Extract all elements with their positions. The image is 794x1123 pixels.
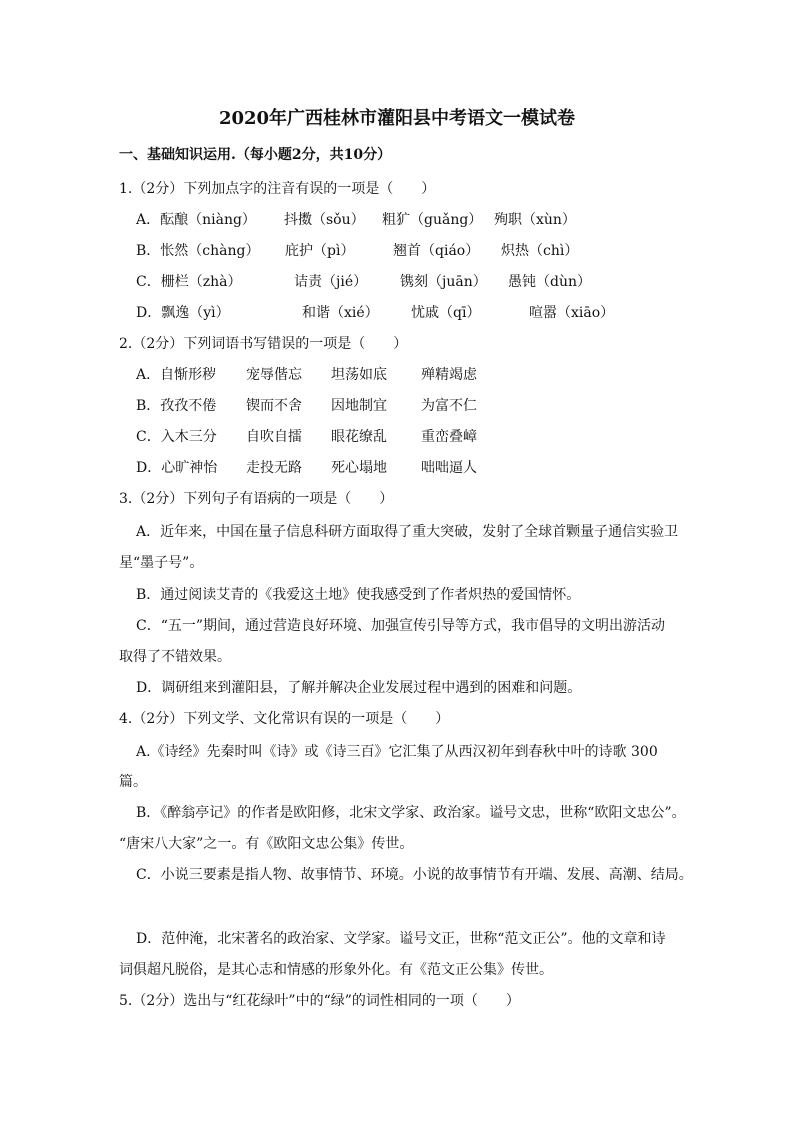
q4-option-d: D．范仲淹，北宋著名的政治家、文学家。谥号文正，世称“范文正公”。他的文章和诗: [136, 931, 666, 947]
q2-option-d-2: 走投无路: [246, 460, 302, 476]
q1-option-a-2: 抖擞（sǒu）: [284, 212, 365, 228]
q3-option-c: C．“五一”期间，通过营造良好环境、加强宣传引导等方式，我市倡导的文明出游活动: [136, 618, 666, 634]
question-4-stem: 4.（2分）下列文学、文化常识有误的一项是（ ）: [119, 711, 450, 727]
question-2-stem: 2.（2分）下列词语书写错误的一项是（ ）: [119, 336, 408, 352]
q3-option-b: B．通过阅读艾青的《我爱这土地》使我感受到了作者炽热的爱国情怀。: [136, 587, 581, 603]
q4-option-a-cont: 篇。: [119, 774, 147, 790]
question-5-stem: 5.（2分）选出与“红花绿叶”中的“绿”的词性相同的一项（ ）: [119, 993, 520, 1009]
q2-option-c-1: C．入木三分: [136, 429, 217, 445]
q1-option-d-2: 和谐（xié）: [302, 305, 379, 321]
q1-option-b-3: 翘首（qiáo）: [393, 243, 480, 259]
q2-option-a-3: 坦荡如底: [331, 367, 387, 383]
question-3-stem: 3.（2分）下列句子有语病的一项是（ ）: [119, 491, 394, 507]
page-title: 2020年广西桂林市灌阳县中考语文一模试卷: [218, 108, 576, 129]
q3-option-c-cont: 取得了不错效果。: [119, 649, 231, 665]
q1-option-a-1: A．酝酿（niàng）: [136, 212, 256, 228]
q4-option-d-cont: 词俱超凡脱俗，是其心志和情感的形象外化。有《范文正公集》传世。: [119, 962, 553, 978]
q1-option-b-1: B．怅然（chàng）: [136, 243, 260, 259]
q1-option-c-3: 镌刻（juān）: [400, 274, 487, 290]
q2-option-b-1: B．孜孜不倦: [136, 398, 217, 414]
q1-option-d-3: 忧戚（qī）: [411, 305, 481, 321]
q4-option-c: C．小说三要素是指人物、故事情节、环境。小说的故事情节有开端、发展、高潮、结局。: [136, 867, 693, 883]
q2-option-d-4: 咄咄逼人: [421, 460, 477, 476]
q1-option-c-4: 愚钝（dùn）: [508, 274, 591, 290]
q1-option-a-4: 殉职（xùn）: [494, 212, 576, 228]
q2-option-b-2: 锲而不舍: [246, 398, 302, 414]
q1-option-c-2: 诘责（jié）: [294, 274, 368, 290]
question-1-stem: 1.（2分）下列加点字的注音有误的一项是（ ）: [119, 181, 436, 197]
q3-option-a: A．近年来，中国在量子信息科研方面取得了重大突破，发射了全球首颗量子通信实验卫: [136, 524, 679, 540]
q2-option-c-3: 眼花缭乱: [331, 429, 387, 445]
q1-option-d-4: 喧嚣（xiāo）: [529, 305, 615, 321]
q2-option-b-4: 为富不仁: [421, 398, 477, 414]
q1-option-d-1: D．飘逸（yì）: [136, 305, 230, 321]
q3-option-d: D．调研组来到灌阳县，了解并解决企业发展过程中遇到的困难和问题。: [136, 680, 582, 696]
q2-option-a-1: A．自惭形秽: [136, 367, 217, 383]
q2-option-b-3: 因地制宜: [331, 398, 387, 414]
q4-option-b-cont: “唐宋八大家”之一。有《欧阳文忠公集》传世。: [119, 836, 414, 852]
q2-option-d-3: 死心塌地: [331, 460, 387, 476]
q2-option-d-1: D．心旷神怡: [136, 460, 218, 476]
q2-option-c-4: 重峦叠嶂: [421, 429, 477, 445]
q2-option-a-4: 殚精竭虑: [421, 367, 477, 383]
section-heading: 一、基础知识运用.（每小题2分，共10分）: [119, 147, 392, 163]
q1-option-b-4: 炽热（chì）: [501, 243, 579, 259]
q1-option-c-1: C．栅栏（zhà）: [136, 274, 242, 290]
q4-option-b: B．《醉翁亭记》的作者是欧阳修，北宋文学家、政治家。谥号文忠，世称“欧阳文忠公”。: [136, 805, 686, 821]
q1-option-b-2: 庇护（pì）: [285, 243, 355, 259]
q3-option-a-cont: 星“墨子号”。: [119, 555, 204, 571]
q2-option-c-2: 自吹自擂: [246, 429, 302, 445]
q1-option-a-3: 粗犷（guǎng）: [382, 212, 483, 228]
q2-option-a-2: 宠辱偕忘: [246, 367, 302, 383]
q4-option-a: A.《诗经》先秦时叫《诗》或《诗三百》它汇集了从西汉初年到春秋中叶的诗歌 300: [136, 744, 658, 760]
